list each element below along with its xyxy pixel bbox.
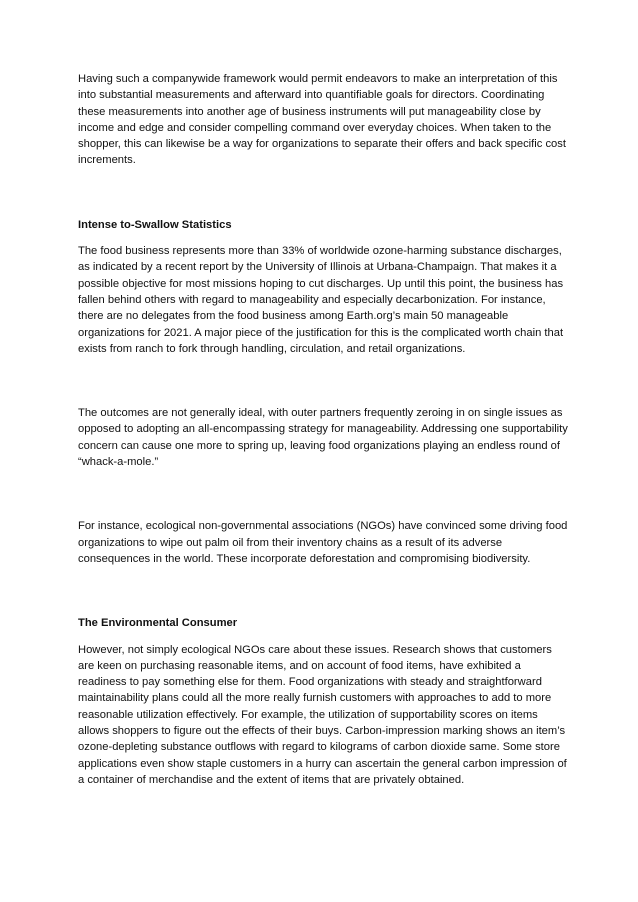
document-page (78, 71, 568, 788)
paragraph-consumers: However, not simply ecological NGOs care about these issues. Research shows that customers are keen on purchasing reasonable items, and on account of food items, have exhibited a readiness to pay something else for them. Food organizations with steady and straightforward maintainability plans could all the more really furnish customers with approaches to add to more reasonable utilization effectively. For example, the utilization of supportability scores on items allows shoppers to figure out the effects of their buys. Carbon-impression marking shows an item’s ozone-depleting substance outflows with regard to kilograms of carbon dioxide same. Some store applications even show staple customers in a hurry can ascertain the general carbon impression of a container of merchandise and the extent of items that are privately obtained. (78, 643, 567, 786)
spacer (78, 357, 568, 405)
spacer (78, 632, 568, 642)
paragraph-framework: Having such a companywide framework would permit endeavors to make an interpretation of this into substantial measurements and afterward into quantifiable goals for directors. Coordinating these measurements into another age of business instruments will put manageability close by income and edge and consider compelling command over everyday choices. When taken to the shopper, this can likewise be a way for organizations to separate their offers and back specific cost increments. (78, 73, 566, 167)
spacer (78, 233, 568, 243)
heading-environmental-consumer: The Environmental Consumer (78, 617, 238, 630)
spacer (78, 169, 568, 217)
paragraph-food-business: The food business represents more than 33% of worldwide ozone-harming substance discharges, as indicated by a recent report by the University of Illinois at Urbana-Champaign. That makes it a possible objective for most missions hoping to cut discharges. Up until this point, the business has fallen behind others with regard to manageability and especially decarbonization. For instance, there are no delegates from the food business among Earth.org’s main 50 manageable organizations for 2021. A major piece of the justification for this is the complicated worth chain that exists from ranch to fork through handling, circulation, and retail organizations. (78, 245, 564, 355)
heading-statistics: Intense to-Swallow Statistics (78, 218, 232, 231)
paragraph-outcomes: The outcomes are not generally ideal, with outer partners frequently zeroing in on single issues as opposed to adopting an all-encompassing strategy for manageability. Addressing one supportability concern can cause one more to spring up, leaving food organizations playing an endless round of “whack-a-mole.” (78, 407, 568, 469)
spacer (78, 567, 568, 615)
spacer (78, 470, 568, 518)
paragraph-ngos: For instance, ecological non-governmental associations (NGOs) have convinced some driving food organizations to wipe out palm oil from their inventory chains as a result of its adverse consequences in the world. These incorporate deforestation and compromising biodiversity. (78, 520, 568, 565)
